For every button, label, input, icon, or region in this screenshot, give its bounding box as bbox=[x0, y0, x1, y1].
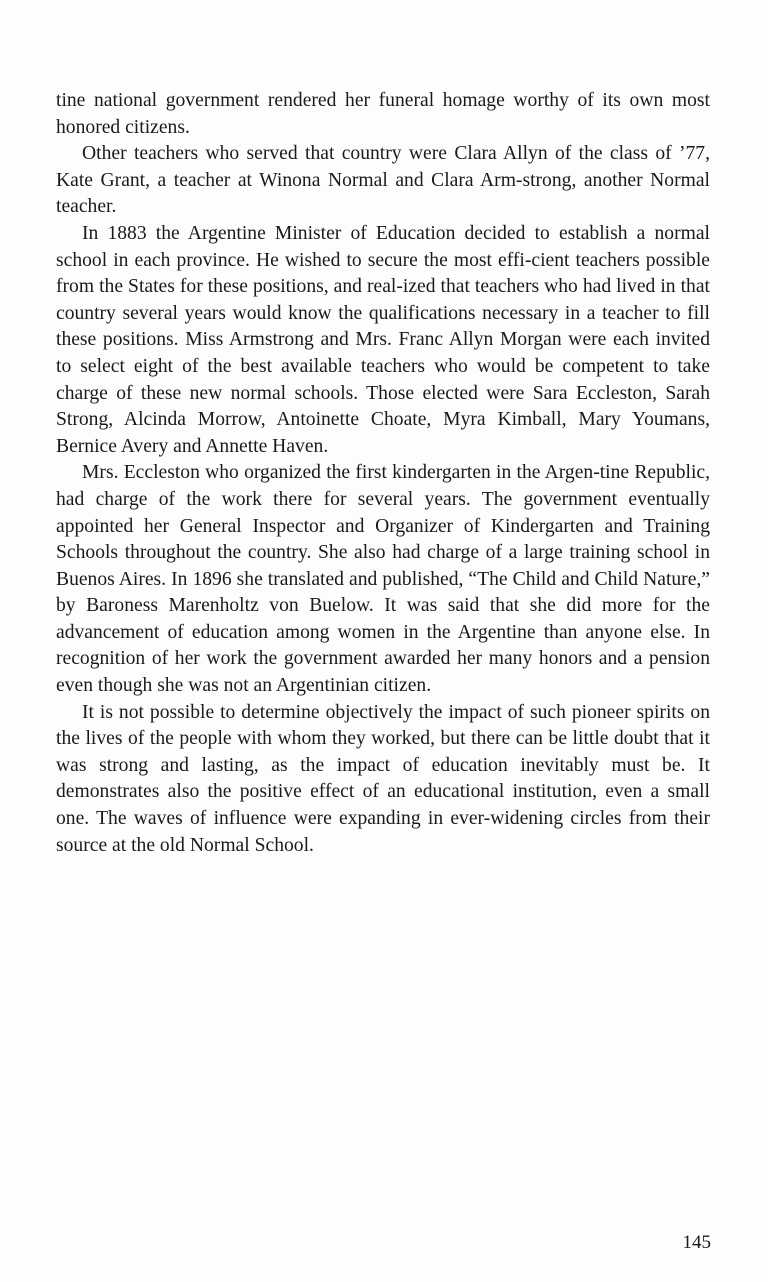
paragraph-other-teachers: Other teachers who served that country were Clara Allyn of the class of ’77, Kate Grant, a teacher at Winona Normal and Clara Arm-strong, another Normal teacher. bbox=[56, 143, 710, 218]
paragraph-impact: It is not possible to determine objectively the impact of such pioneer spirits on the lives of the people with whom they worked, but there can be little doubt that it was strong and lasting, as the impact of education inevitably must be. It demonstrates also the positive effect of an educational institution, even a small one. The waves of influence were expanding in ever-widening circles from their source at the old Normal School. bbox=[56, 701, 710, 856]
body-text bbox=[56, 88, 710, 859]
paragraph-normal-schools-1883: In 1883 the Argentine Minister of Education decided to establish a normal school in each province. He wished to secure the most effi-cient teachers possible from the States for these positions, and real-ized that teachers who had lived in that country several years would know the qualifications necessary in a teacher to fill these positions. Miss Armstrong and Mrs. Franc Allyn Morgan were each invited to select eight of the best available teachers who would be competent to take charge of these new normal schools. Those elected were Sara Eccleston, Sarah Strong, Alcinda Morrow, Antoinette Choate, Myra Kimball, Mary Youmans, Bernice Avery and Annette Haven. bbox=[56, 222, 710, 457]
paragraph-mrs-eccleston: Mrs. Eccleston who organized the first kindergarten in the Argen-tine Republic, had charge of the work there for several years. The government eventually appointed her General Inspector and Organizer of Kindergarten and Training Schools throughout the country. She also had charge of a large training school in Buenos Aires. In 1896 she translated and published, “The Child and Child Nature,” by Baroness Marenholtz von Buelow. It was said that she did more for the advancement of education among women in the Argentine than anyone else. In recognition of her work the government awarded her many honors and a pension even though she was not an Argentinian citizen. bbox=[56, 462, 710, 697]
paragraph-continuation: tine national government rendered her funeral homage worthy of its own most honored citizens. bbox=[56, 90, 710, 138]
page-number: 145 bbox=[682, 1232, 711, 1253]
